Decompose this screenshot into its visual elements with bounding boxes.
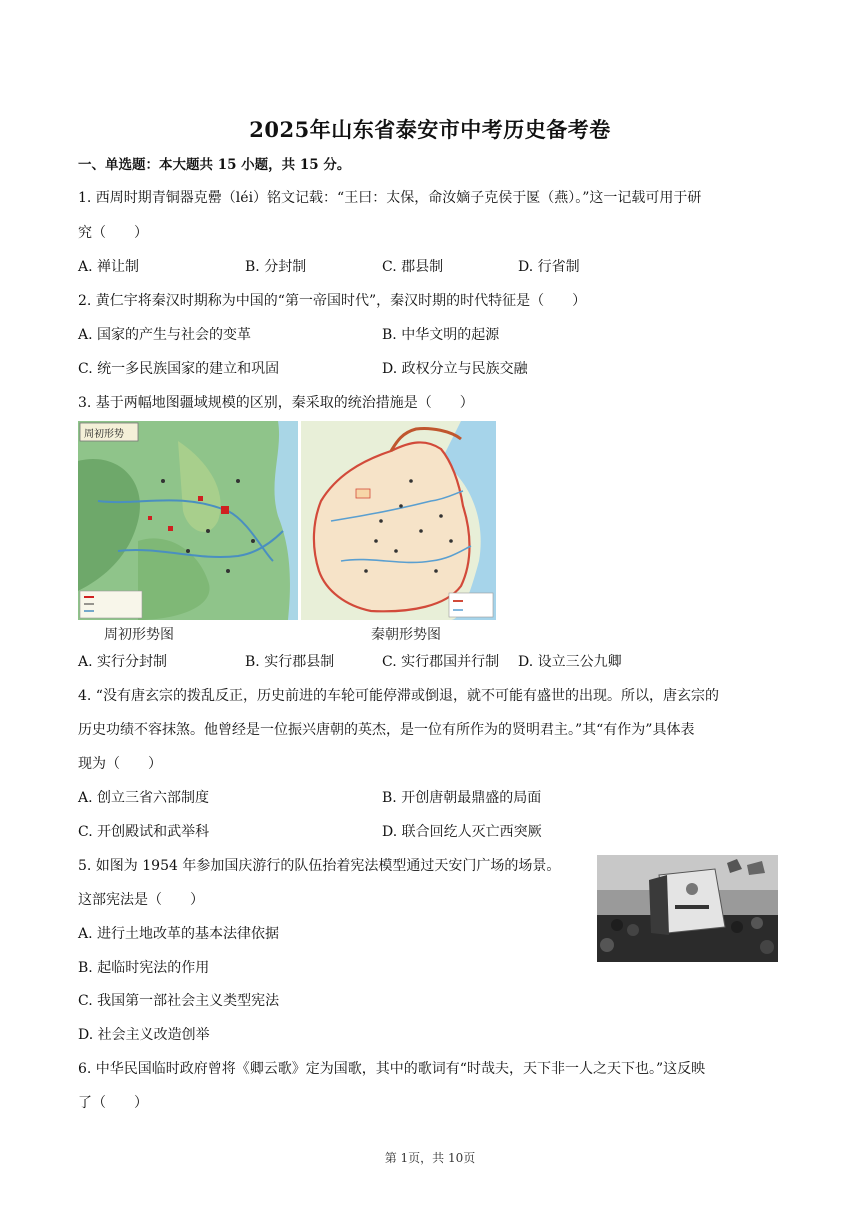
q3-option-c: C. 实行郡国并行制: [382, 654, 500, 670]
q5-option-c: C. 我国第一部社会主义类型宪法: [78, 993, 280, 1009]
q2-option-c: C. 统一多民族国家的建立和巩固: [78, 361, 280, 377]
q6-stem-line1: 6. 中华民国临时政府曾将《卿云歌》定为国歌，其中的歌词有“时哉夫，天下非一人之天下也。”这反映: [78, 1061, 706, 1077]
q4-option-a: A. 创立三省六部制度: [78, 790, 210, 806]
q4-option-b: B. 开创唐朝最鼎盛的局面: [382, 790, 542, 806]
q5-option-a: A. 进行土地改革的基本法律依据: [78, 926, 280, 942]
q5-stem-line1: 5. 如图为 1954 年参加国庆游行的队伍抬着宪法模型通过天安门广场的场景。: [78, 858, 561, 874]
q6-stem-line2: 了（ ）: [78, 1095, 148, 1111]
page-title: 2025年山东省泰安市中考历史备考卷: [249, 117, 611, 142]
zhou-map-caption: 周初形势图: [104, 627, 174, 643]
q3-option-b: B. 实行郡县制: [245, 654, 335, 670]
q5-option-b: B. 起临时宪法的作用: [78, 960, 210, 976]
page-footer: 第 1页，共 10页: [384, 1151, 476, 1165]
qin-map-caption: 秦朝形势图: [371, 627, 441, 643]
q2-option-b: B. 中华文明的起源: [382, 327, 500, 343]
q5-stem-line2: 这部宪法是（ ）: [78, 892, 204, 908]
q3-option-a: A. 实行分封制: [78, 654, 168, 670]
q2-stem: 2. 黄仁宇将秦汉时期称为中国的“第一帝国时代”，秦汉时期的时代特征是（ ）: [78, 293, 587, 309]
q2-option-d: D. 政权分立与民族交融: [382, 361, 528, 377]
q2-option-a: A. 国家的产生与社会的变革: [78, 327, 252, 343]
q4-option-d: D. 联合回纥人灭亡西突厥: [382, 824, 542, 840]
q1-stem-line2: 究（ ）: [78, 225, 148, 241]
q1-option-b: B. 分封制: [245, 259, 307, 275]
q4-option-c: C. 开创殿试和武举科: [78, 824, 210, 840]
constitution-parade-photo: [597, 855, 778, 962]
q1-option-a: A. 禅让制: [78, 259, 140, 275]
q4-stem-line3: 现为（ ）: [78, 756, 162, 772]
zhou-map-label: 周初形势: [84, 429, 124, 440]
section-heading: 一、单选题：本大题共 15 小题，共 15 分。: [78, 157, 351, 173]
zhou-map-image: [78, 421, 298, 620]
q3-stem: 3. 基于两幅地图疆域规模的区别，秦采取的统治措施是（ ）: [78, 395, 474, 411]
q5-option-d: D. 社会主义改造创举: [78, 1027, 210, 1043]
q4-stem-line2: 历史功绩不容抹煞。他曾经是一位振兴唐朝的英杰，是一位有所作为的贤明君主。”其“有作为”具体表: [78, 722, 695, 738]
q1-stem-line1: 1. 西周时期青铜器克罍（léi）铭文记载：“王曰：太保，命汝嫡子克侯于匽（燕）。”这一记载可用于研: [78, 190, 702, 206]
q1-option-d: D. 行省制: [518, 259, 580, 275]
q3-option-d: D. 设立三公九卿: [518, 654, 622, 670]
q4-stem-line1: 4. “没有唐玄宗的拨乱反正，历史前进的车轮可能停滞或倒退，就不可能有盛世的出现。所以，唐玄宗的: [78, 688, 719, 704]
q1-option-c: C. 郡县制: [382, 259, 444, 275]
qin-map-image: [301, 421, 496, 620]
